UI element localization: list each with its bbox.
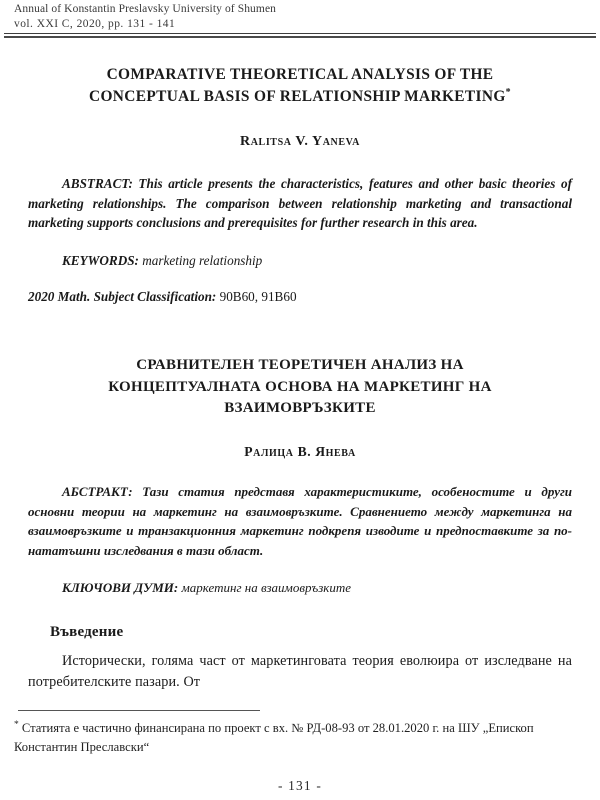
bulgarian-abstract (28, 482, 572, 560)
journal-name: Annual of Konstantin Preslavsky University of Shumen (14, 3, 277, 15)
page-number: - 131 - (277, 778, 323, 793)
content-column (28, 56, 572, 694)
footnote-separator (18, 710, 260, 711)
bulgarian-author: Ралица В. Янева (244, 444, 356, 460)
english-abstract-text: This article presents the characteristics, features and other basic theories of marketing relationships. The comparison between relationship marketing and transactional marketing supports conclusions and prerequisites for further research in this area. (28, 175, 572, 231)
bulgarian-keywords-value: маркетинг на взаимовръзките (178, 580, 352, 596)
bulgarian-title-line-1: СРАВНИТЕЛЕН ТЕОРЕТИЧЕН АНАЛИЗ НА (136, 356, 464, 373)
bulgarian-abstract-text: Тази статия представя характеристиките, особеностите и други основни теории на маркетинг на взаимовръзките. Сравнението между маркетинга на взаимовръзките и транзакционния маркетинг подкрепя изводите и предпоставките за по-нататъшни изследвания в тази област. (28, 484, 572, 558)
bulgarian-keywords-label: КЛЮЧОВИ ДУМИ: (62, 580, 179, 596)
journal-volume-pages: vol. XXI C, 2020, pp. 131 - 141 (14, 17, 176, 30)
msc-label: 2020 Math. Subject Classification: (28, 289, 217, 305)
bulgarian-title-line-2: КОНЦЕПТУАЛНАТА ОСНОВА НА МАРКЕТИНГ НА (108, 378, 492, 395)
section-heading-introduction: Въведение (50, 623, 124, 640)
english-title-line-2: CONCEPTUAL BASIS OF RELATIONSHIP MARKETING (89, 88, 506, 105)
msc-value: 90B60, 91B60 (216, 289, 297, 305)
english-keywords-value: marketing relationship (138, 253, 263, 269)
msc-classification (28, 287, 572, 307)
header-divider (4, 33, 596, 38)
english-author: Ralitsa V. Yaneva (240, 133, 360, 149)
english-abstract-label: ABSTRACT: (62, 175, 133, 191)
english-abstract (28, 174, 572, 233)
bulgarian-title (28, 355, 572, 420)
footnote (14, 718, 572, 757)
footnote-text: Статията е частично финансирана по проект с вх. № РД-08-93 от 28.01.2020 г. на ШУ „Епископ Константин Преславски“ (14, 721, 534, 755)
bulgarian-title-line-3: ВЗАИМОВРЪЗКИТЕ (224, 400, 376, 417)
body-paragraph: Исторически, голяма част от маркетинговата теория еволюира от изследване на потребителските пазари. От (28, 652, 572, 691)
bulgarian-abstract-label: АБСТРАКТ: (62, 484, 133, 500)
journal-running-head (14, 2, 586, 31)
english-title-line-1: COMPARATIVE THEORETICAL ANALYSIS OF THE (106, 66, 494, 83)
bulgarian-keywords (28, 578, 572, 598)
title-footnote-marker: * (505, 86, 511, 98)
footnote-marker: * (14, 720, 19, 730)
english-keywords (28, 251, 572, 271)
english-keywords-label: KEYWORDS: (62, 253, 139, 269)
english-title (28, 64, 572, 108)
